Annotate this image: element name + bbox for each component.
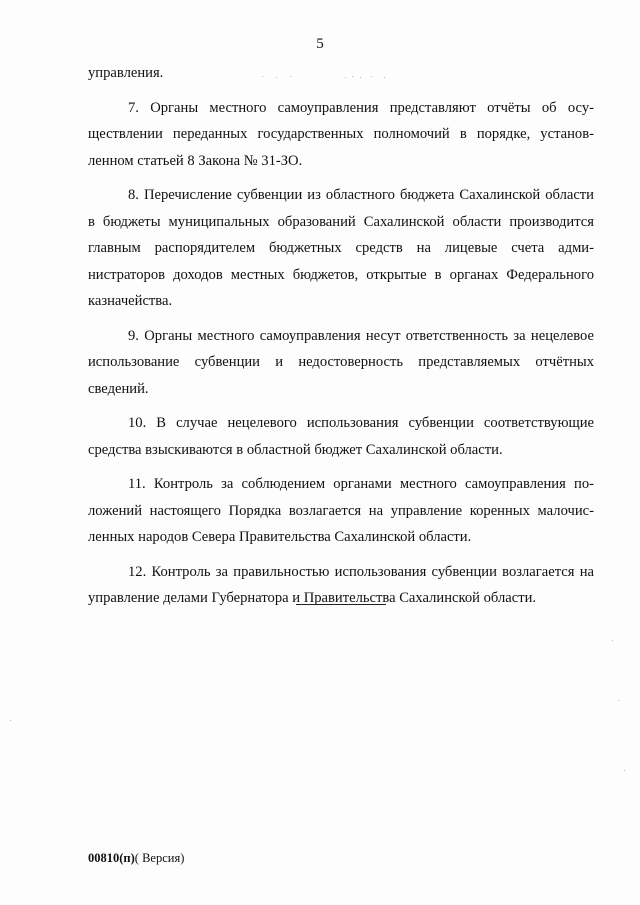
scan-speck [290, 76, 291, 77]
paragraph-8: 8. Перечисление субвенции из областного бюджета Сахалинской области в бюджеты муниципальных образований Сахалинской области производится главным распорядителем бюджетных средств на лицевые счета администраторов доходов местных бюджетов, открытые в органах Федерального казначейства. [88, 187, 594, 309]
scan-speck [262, 76, 263, 77]
scan-speck [624, 770, 625, 771]
scan-speck [10, 720, 11, 721]
paragraph-continuation: управления. [88, 65, 164, 81]
scan-speck [276, 77, 277, 78]
scan-speck [371, 76, 372, 77]
page-number: 5 [316, 36, 324, 52]
scan-speck [612, 640, 613, 641]
scan-speck [360, 77, 361, 78]
footer-document-code [88, 851, 184, 866]
footer-version: ( Версия) [134, 851, 185, 865]
paragraph-9: 9. Органы местного самоуправления несут ответственность за нецелевое использование субвенции и недостоверность представляемых отчётных сведений. [88, 327, 594, 397]
document-body [88, 60, 594, 620]
footer-code: 00810(п) [88, 851, 135, 865]
paragraph-10: 10. В случае нецелевого использования субвенции соответствующие средства взыскиваются в областной бюджет Сахалинской области. [88, 415, 594, 458]
paragraph-11: 11. Контроль за соблюдением органами местного самоуправления положений настоящего Порядка возлагается на управление коренных малочисленных народов Севера Правительства Сахалинской области. [88, 476, 594, 545]
scan-speck [384, 77, 385, 78]
paragraph-12: 12. Контроль за правильностью использования субвенции возлагается на управление делами Губернатора и Правительства Сахалинской области. [88, 563, 594, 606]
end-separator-line [296, 604, 386, 605]
scan-speck [352, 76, 353, 77]
scan-speck [345, 77, 346, 78]
paragraph-7: 7. Органы местного самоуправления представляют отчёты об осуществлении переданных государственных полномочий в порядке, установленном статьей 8 Закона № 31-ЗО. [88, 99, 594, 169]
scan-speck [618, 700, 619, 701]
